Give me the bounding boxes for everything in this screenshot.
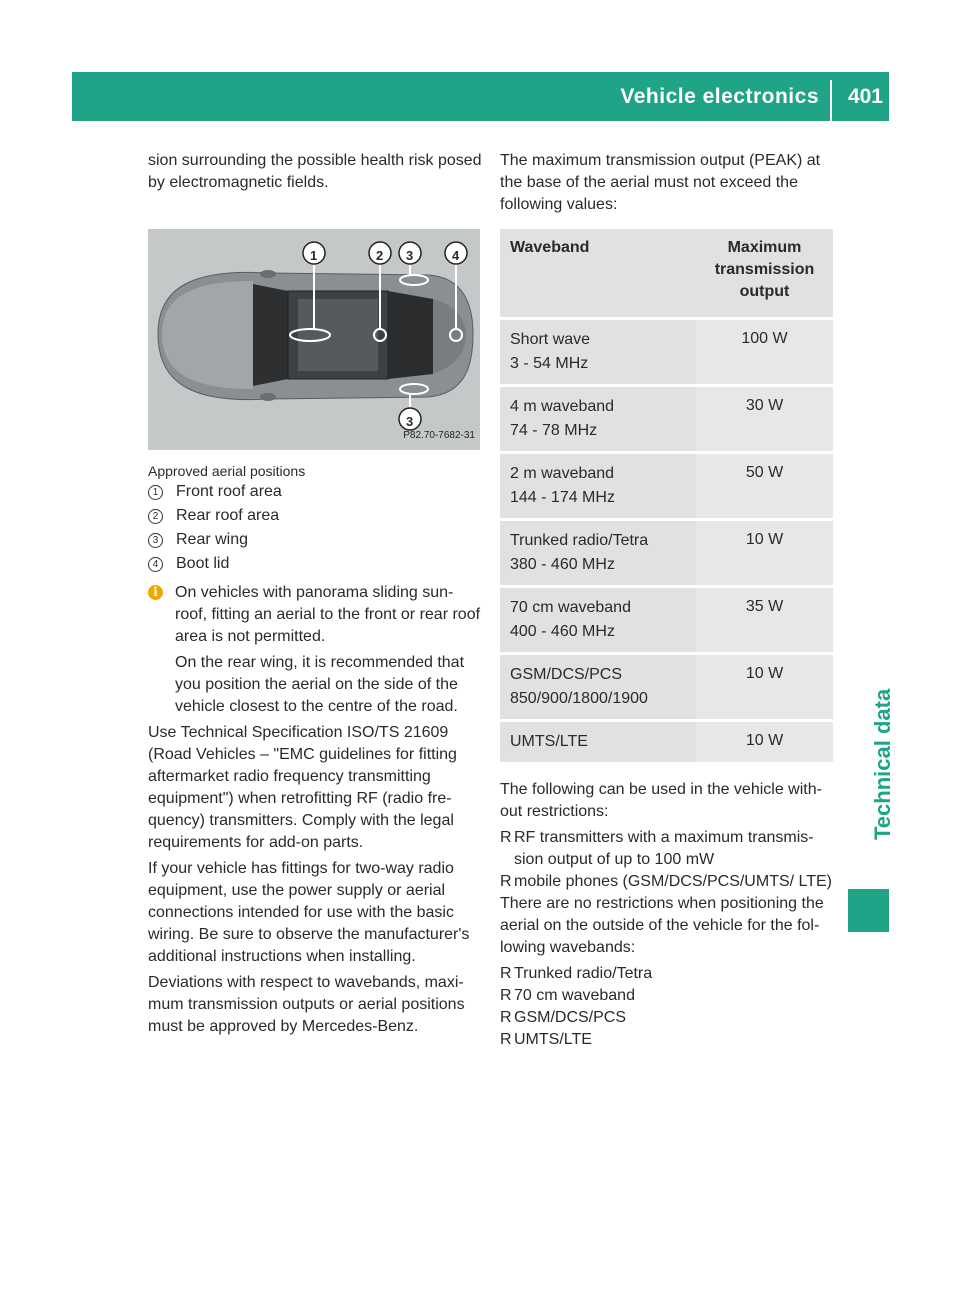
list-item bbox=[500, 985, 835, 1007]
marker-label: 1 bbox=[310, 248, 318, 263]
section-title: Vehicle electronics bbox=[620, 85, 819, 108]
waveband-cell bbox=[500, 320, 696, 384]
legend-item bbox=[148, 480, 483, 504]
intro-text: sion surrounding the possible health risk posed by electromagnetic fields. bbox=[148, 152, 482, 191]
waveband-cell bbox=[500, 722, 696, 762]
frequency-range: 3 - 54 MHz bbox=[510, 355, 589, 372]
legend-number: 1 bbox=[148, 485, 163, 500]
body-paragraph: There are no restrictions when positioning the aerial on the outside of the vehicle for the fol-lowing wavebands: bbox=[500, 895, 824, 956]
frequency-range: 380 - 460 MHz bbox=[510, 556, 615, 573]
output-value: 30 W bbox=[696, 387, 833, 451]
table-row bbox=[500, 655, 833, 719]
frequency-range: 144 - 174 MHz bbox=[510, 489, 615, 506]
waveband-name: 70 cm waveband bbox=[510, 599, 631, 616]
marker-label: 3 bbox=[406, 414, 414, 429]
legend-number: 4 bbox=[148, 557, 163, 572]
note-text: On vehicles with panorama sliding sun-roof, fitting an aerial to the front or rear roof area is not permitted. bbox=[175, 584, 481, 645]
info-note bbox=[148, 582, 483, 722]
list-item-text: GSM/DCS/PCS bbox=[514, 1009, 627, 1026]
output-value: 35 W bbox=[696, 588, 833, 652]
bullet-list bbox=[500, 827, 835, 893]
list-item-text: mobile phones (GSM/DCS/PCS/UMTS/ LTE) bbox=[514, 873, 833, 890]
page-header bbox=[72, 72, 889, 121]
body-paragraph: Deviations with respect to wavebands, maxi-mum transmission outputs or aerial positions must be approved by Mercedes-Benz. bbox=[148, 974, 465, 1035]
waveband-cell bbox=[500, 454, 696, 518]
waveband-cell bbox=[500, 521, 696, 585]
legend-item bbox=[148, 504, 483, 528]
body-paragraph: The following can be used in the vehicle with-out restrictions: bbox=[500, 781, 822, 820]
table-row bbox=[500, 521, 833, 585]
list-item bbox=[500, 1029, 835, 1051]
list-item bbox=[500, 827, 835, 871]
right-column bbox=[500, 150, 835, 1051]
bullet-icon: R bbox=[500, 829, 512, 846]
legend-list bbox=[148, 480, 483, 576]
info-icon: i bbox=[148, 585, 163, 600]
legend-label: Rear wing bbox=[176, 531, 249, 548]
legend-item bbox=[148, 528, 483, 552]
table-row bbox=[500, 454, 833, 518]
legend-number: 2 bbox=[148, 509, 163, 524]
table-row bbox=[500, 387, 833, 451]
bullet-icon: R bbox=[500, 965, 512, 982]
side-tab-label: Technical data bbox=[870, 688, 895, 840]
marker-label: 2 bbox=[376, 248, 384, 263]
waveband-name: Trunked radio/Tetra bbox=[510, 532, 649, 549]
legend-number: 3 bbox=[148, 533, 163, 548]
table-intro-text: The maximum transmission output (PEAK) at the base of the aerial must not exceed the following values: bbox=[500, 152, 821, 213]
column-header-waveband: Waveband bbox=[500, 229, 696, 317]
list-item-text: UMTS/LTE bbox=[514, 1031, 592, 1048]
bullet-icon: R bbox=[500, 987, 512, 1004]
table-row bbox=[500, 320, 833, 384]
column-header-output: Maximum transmission output bbox=[696, 229, 833, 317]
output-value: 10 W bbox=[696, 521, 833, 585]
frequency-range: 850/900/1800/1900 bbox=[510, 690, 648, 707]
transmission-output-table bbox=[500, 226, 833, 765]
waveband-name: 2 m waveband bbox=[510, 465, 615, 482]
list-item-text: 70 cm waveband bbox=[514, 987, 635, 1004]
waveband-name: UMTS/LTE bbox=[510, 733, 588, 750]
waveband-name: Short wave bbox=[510, 331, 591, 348]
waveband-name: GSM/DCS/PCS bbox=[510, 666, 623, 683]
waveband-name: 4 m waveband bbox=[510, 398, 615, 415]
list-item-text: Trunked radio/Tetra bbox=[514, 965, 653, 982]
legend-label: Rear roof area bbox=[176, 507, 280, 524]
body-paragraph: Use Technical Specification ISO/TS 21609 (Road Vehicles – "EMC guidelines for fitting aftermarket radio frequency transmitting equipment") when retrofitting RF (radio fre-quency) transmitters. Comply with the legal requirements for add-on parts. bbox=[148, 724, 457, 851]
header-divider bbox=[830, 80, 832, 121]
list-item-text: RF transmitters with a maximum transmis-sion output of up to 100 mW bbox=[514, 829, 814, 868]
side-tab-marker bbox=[848, 889, 889, 932]
table-row bbox=[500, 588, 833, 652]
list-item bbox=[500, 871, 835, 893]
marker-label: 3 bbox=[406, 248, 414, 263]
note-text: On the rear wing, it is recommended that you position the aerial on the side of the vehicle closest to the centre of the road. bbox=[175, 654, 465, 715]
bullet-list bbox=[500, 963, 835, 1051]
output-value: 50 W bbox=[696, 454, 833, 518]
table-row bbox=[500, 722, 833, 762]
bullet-icon: R bbox=[500, 1031, 512, 1048]
body-paragraph: If your vehicle has fittings for two-way radio equipment, use the power supply or aerial connections intended for use with the basic wiring. Be sure to observe the manufacturer's additional instructions when installing. bbox=[148, 860, 470, 965]
list-item bbox=[500, 1007, 835, 1029]
legend-label: Front roof area bbox=[176, 483, 282, 500]
legend-item bbox=[148, 552, 483, 576]
waveband-cell bbox=[500, 655, 696, 719]
waveband-cell bbox=[500, 387, 696, 451]
legend-label: Boot lid bbox=[176, 555, 230, 572]
left-column bbox=[148, 150, 483, 1042]
bullet-icon: R bbox=[500, 1009, 512, 1026]
frequency-range: 74 - 78 MHz bbox=[510, 422, 598, 439]
waveband-cell bbox=[500, 588, 696, 652]
list-item bbox=[500, 963, 835, 985]
table-header-row bbox=[500, 229, 833, 317]
figure-code: P82.70-7682-31 bbox=[403, 430, 475, 441]
marker-label: 4 bbox=[452, 248, 460, 263]
output-value: 10 W bbox=[696, 655, 833, 719]
output-value: 100 W bbox=[696, 320, 833, 384]
bullet-icon: R bbox=[500, 873, 512, 890]
figure-caption: Approved aerial positions bbox=[148, 463, 306, 479]
frequency-range: 400 - 460 MHz bbox=[510, 623, 615, 640]
output-value: 10 W bbox=[696, 722, 833, 762]
page-number: 401 bbox=[847, 85, 883, 108]
aerial-positions-figure bbox=[148, 229, 480, 450]
